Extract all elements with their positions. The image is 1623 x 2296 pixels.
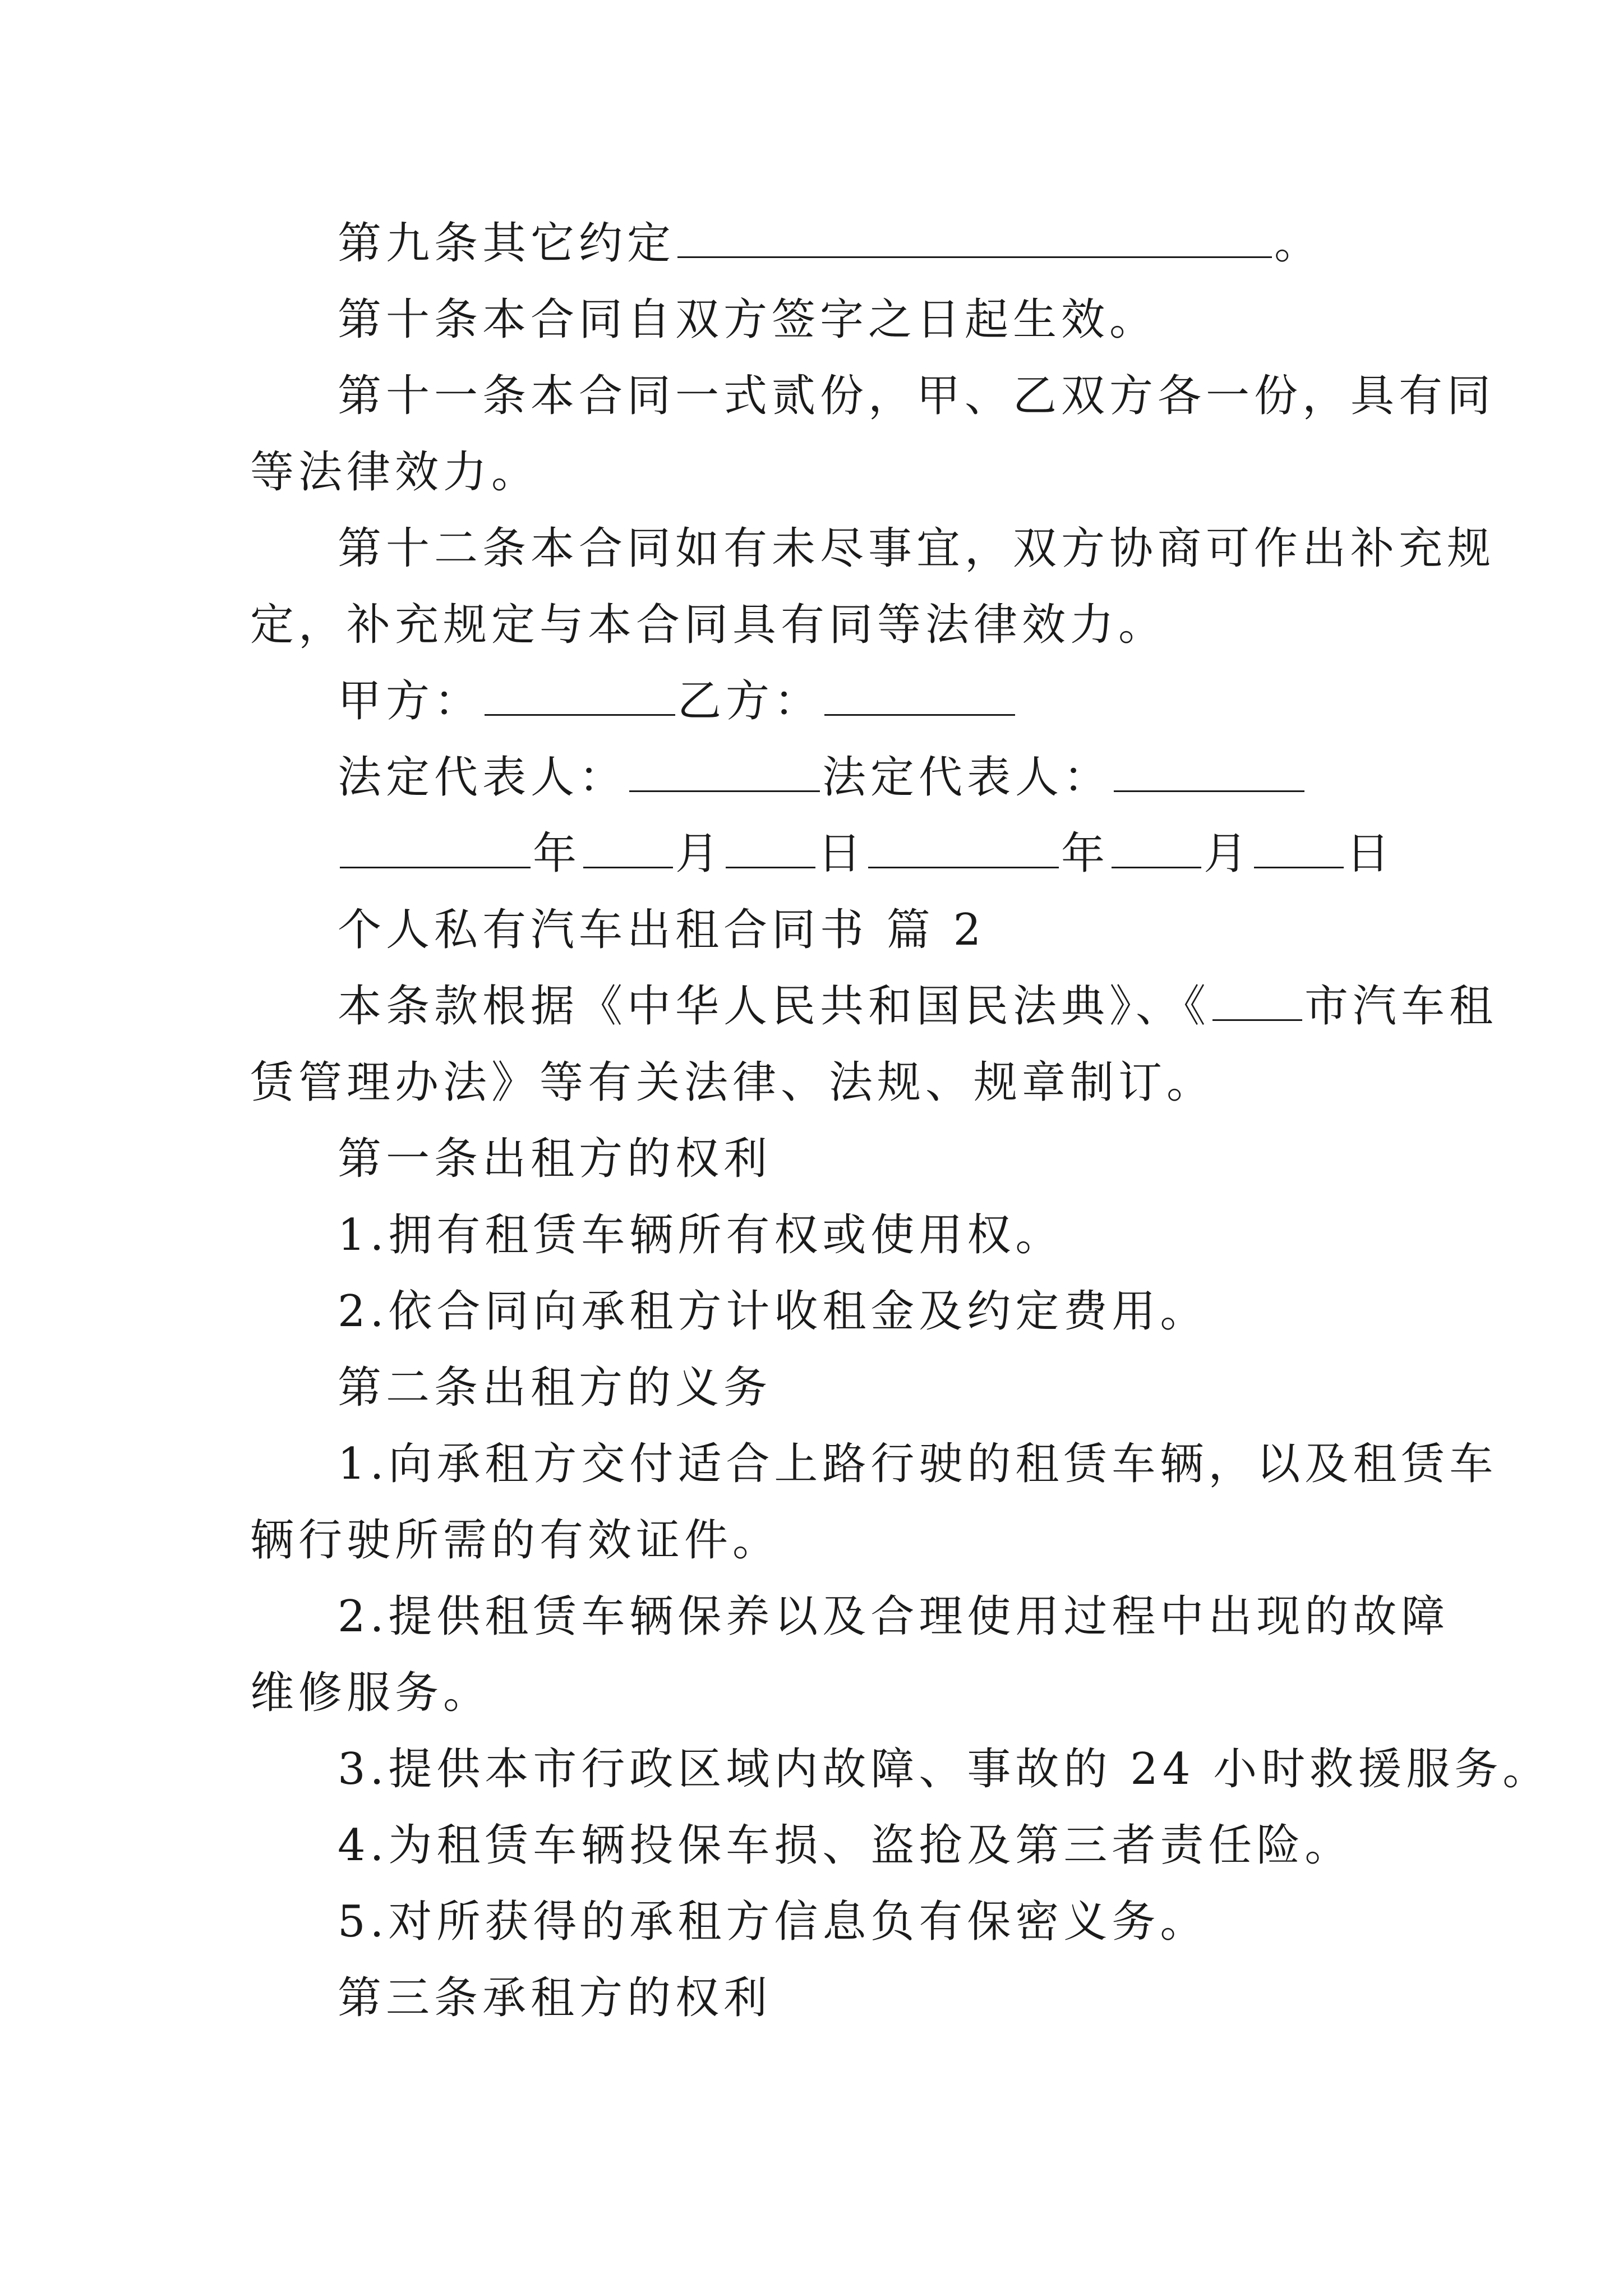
day-a-label: 日 — [818, 829, 866, 879]
article-12-line-2: 定，补充规定与本合同具有同等法律效力。 — [250, 600, 1167, 650]
party-a-label: 甲方： — [338, 676, 483, 726]
article-2-item-4: 4.为租赁车辆投保车损、盗抢及第三者责任险。 — [338, 1820, 1353, 1871]
article-2-item-5: 5.对所获得的承租方信息负有保密义务。 — [338, 1897, 1209, 1947]
year-b-blank — [868, 827, 1059, 868]
intro-text-b: 市汽车租 — [1304, 981, 1498, 1032]
article-9-blank — [677, 217, 1272, 258]
month-b-blank — [1112, 827, 1201, 868]
month-b-label: 月 — [1204, 829, 1252, 879]
article-2-item-1-line-2: 辆行驶所需的有效证件。 — [250, 1515, 781, 1566]
section-2-title: 个人私有汽车出租合同书 篇 2 — [338, 905, 986, 955]
article-9-suffix: 。 — [1274, 218, 1323, 269]
party-a-blank — [485, 675, 675, 716]
article-9 — [338, 215, 1322, 272]
rep-b-blank — [1114, 751, 1304, 792]
article-12-line-1: 第十二条本合同如有未尽事宜，双方协商可作出补充规 — [338, 523, 1496, 574]
day-b-label: 日 — [1346, 829, 1395, 879]
article-10: 第十条本合同自双方签字之日起生效。 — [338, 295, 1158, 345]
article-2-item-2-line-2: 维修服务。 — [250, 1668, 492, 1718]
signature-parties — [338, 673, 1017, 729]
article-2-item-1-line-1: 1.向承租方交付适合上路行驶的租赁车辆，以及租赁车 — [338, 1439, 1498, 1489]
article-2-title: 第二条出租方的义务 — [338, 1363, 772, 1413]
article-1-item-1: 1.拥有租赁车辆所有权或使用权。 — [338, 1210, 1064, 1260]
day-b-blank — [1254, 827, 1344, 868]
month-a-blank — [583, 827, 673, 868]
rep-a-blank — [629, 751, 820, 792]
city-blank — [1212, 980, 1302, 1021]
year-a-blank — [340, 827, 531, 868]
intro-line-2: 赁管理办法》等有关法律、法规、规章制订。 — [250, 1057, 1215, 1108]
signature-representatives — [338, 749, 1307, 806]
signature-dates — [338, 826, 1394, 882]
year-b-label: 年 — [1061, 829, 1110, 879]
rep-b-label: 法定代表人： — [822, 752, 1112, 803]
intro-text-a: 本条款根据《中华人民共和国民法典》、《 — [338, 981, 1211, 1032]
year-a-label: 年 — [533, 829, 582, 879]
article-11-line-2: 等法律效力。 — [250, 447, 540, 498]
article-3-title: 第三条承租方的权利 — [338, 1973, 772, 2023]
party-b-label: 乙方： — [677, 676, 823, 726]
article-2-item-2-line-1: 2.提供租赁车辆保养以及合理使用过程中出现的故障 — [338, 1591, 1450, 1642]
party-b-blank — [824, 675, 1015, 716]
intro-line-1 — [338, 978, 1497, 1034]
day-a-blank — [726, 827, 815, 868]
article-11-line-1: 第十一条本合同一式贰份，甲、乙双方各一份，具有同 — [338, 371, 1496, 421]
month-a-label: 月 — [675, 829, 724, 879]
article-9-text: 第九条其它约定 — [338, 218, 676, 269]
article-1-title: 第一条出租方的权利 — [338, 1134, 772, 1184]
article-2-item-3: 3.提供本市行政区域内故障、事故的 24 小时救援服务。 — [338, 1744, 1551, 1795]
article-1-item-2: 2.依合同向承租方计收租金及约定费用。 — [338, 1286, 1209, 1337]
rep-a-label: 法定代表人： — [338, 752, 628, 803]
